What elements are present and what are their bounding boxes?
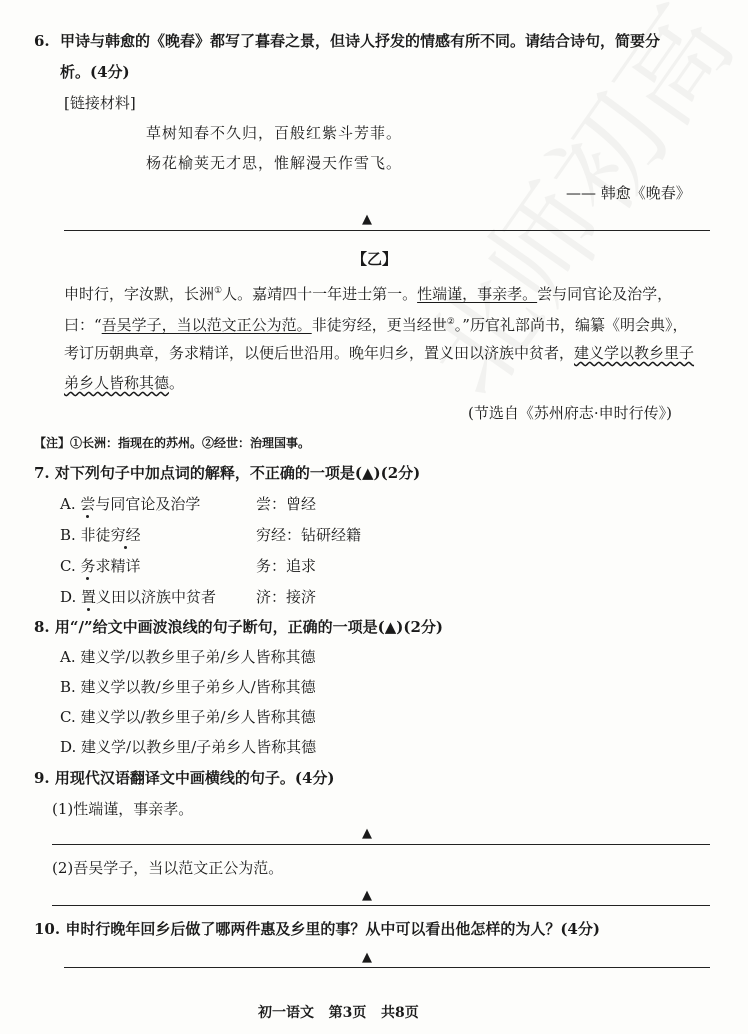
passage-line-4 [64, 372, 184, 394]
passage-text: 申时行，字汝默，长洲 [64, 285, 215, 303]
note-ref-1: ① [214, 286, 223, 296]
passage-source: (节选自《苏州府志·申时行传》) [468, 404, 672, 422]
q7-option-c-expl: 务：追求 [256, 557, 317, 575]
q7-option-d-expl: 济：接济 [256, 588, 317, 606]
poem-line-1: 草树知春不久归，百般红紫斗芳菲。 [146, 124, 403, 142]
answer-triangle: ▲ [362, 888, 372, 903]
passage-line-1 [64, 280, 672, 305]
dotted-word: 穷经 [110, 526, 141, 544]
q7-option-b[interactable] [60, 524, 141, 546]
q7-stem: 7. 对下列句子中加点词的解释，不正确的一项是(▲)(2分) [34, 464, 421, 482]
q7-option-a-expl: 尝：曾经 [256, 495, 317, 513]
q9-stem: 9. 用现代汉语翻译文中画横线的句子。(4分) [34, 769, 335, 787]
option-label: A. [60, 495, 81, 513]
passage-text: 。 [169, 374, 185, 392]
option-text: 与同官论及治学 [95, 495, 201, 513]
q9-sub2: (2)吾吴学子，当以范文正公为范。 [52, 859, 284, 877]
passage-text: 。”历官礼部尚书，编纂《明会典》， [454, 316, 688, 334]
page-footer: 初一语文 第3页 共8页 [258, 1005, 419, 1021]
option-text: 义田以济族中贫者 [96, 588, 217, 606]
option-label: C. [60, 557, 81, 575]
answer-triangle: ▲ [362, 826, 372, 841]
q10-answer-line[interactable] [64, 967, 710, 968]
passage-text: 曰：“ [64, 316, 102, 334]
q8-option-c[interactable]: C. 建义学以/教乡里子弟/乡人皆称其德 [60, 708, 316, 726]
q6-text-line1: 甲诗与韩愈的《晚春》都写了暮春之景，但诗人抒发的情感有所不同。请结合诗句，简要分 [60, 32, 661, 50]
poem-attribution: —— 韩愈《晚春》 [566, 184, 691, 202]
q10-stem: 10. 申时行晚年回乡后做了哪两件惠及乡里的事？从中可以看出他怎样的为人？(4分) [34, 920, 600, 938]
q9-sub1: (1)性端谨，事亲孝。 [52, 800, 194, 818]
underlined-sentence-1: 性端谨，事亲孝。 [417, 285, 538, 303]
q8-option-d[interactable]: D. 建义学/以教乡里/子弟乡人皆称其德 [60, 738, 317, 756]
wavy-sentence-part1: 建义学以教乡里子 [574, 344, 695, 362]
passage-line-3 [64, 342, 694, 364]
link-material-label: [链接材料] [64, 94, 136, 112]
passage-text: 非徒穷经，更当经世 [311, 316, 447, 334]
q8-option-a[interactable]: A. 建义学/以教乡里子弟/乡人皆称其德 [60, 648, 316, 666]
underlined-sentence-2: 吾吴学子，当以范文正公为范。 [101, 316, 312, 334]
q9-answer-line-1[interactable] [52, 844, 710, 845]
passage-text: 考订历朝典章，务求精详，以便后世沿用。晚年归乡，置义田以济族中贫者， [64, 344, 575, 362]
passage-text: 尝与同官论及治学， [537, 285, 673, 303]
passage-heading: 【乙】 [352, 250, 398, 268]
q6-number: 6. [34, 32, 50, 50]
q9-answer-line-2[interactable] [52, 905, 710, 906]
dotted-word: 置 [81, 588, 97, 606]
poem-line-2: 杨花榆荚无才思，惟解漫天作雪飞。 [146, 154, 403, 172]
answer-triangle: ▲ [362, 212, 372, 227]
q7-option-a[interactable] [60, 493, 200, 515]
q7-option-c[interactable] [60, 555, 141, 577]
option-label: D. [60, 588, 82, 606]
q8-option-b[interactable]: B. 建义学以教/乡里子弟乡人/皆称其德 [60, 678, 316, 696]
option-label: B. 非徒 [60, 526, 111, 544]
q6-answer-line[interactable] [64, 230, 710, 231]
note-ref-2: ② [446, 317, 455, 327]
q6-text-line2: 析。(4分) [60, 63, 130, 81]
passage-line-2 [64, 311, 687, 336]
answer-triangle: ▲ [362, 950, 372, 965]
wavy-sentence-part2: 弟乡人皆称其德 [64, 374, 170, 392]
passage-note: 【注】①长洲：指现在的苏州。②经世：治理国事。 [34, 436, 311, 450]
dotted-word: 尝 [80, 495, 96, 513]
passage-text: 人。嘉靖四十一年进士第一。 [222, 285, 418, 303]
dotted-word: 务 [80, 557, 96, 575]
option-text: 求精详 [95, 557, 141, 575]
q7-option-d[interactable] [60, 586, 216, 608]
q7-option-b-expl: 穷经：钻研经籍 [256, 526, 362, 544]
q8-stem: 8. 用“/”给文中画波浪线的句子断句，正确的一项是(▲)(2分) [34, 618, 443, 636]
